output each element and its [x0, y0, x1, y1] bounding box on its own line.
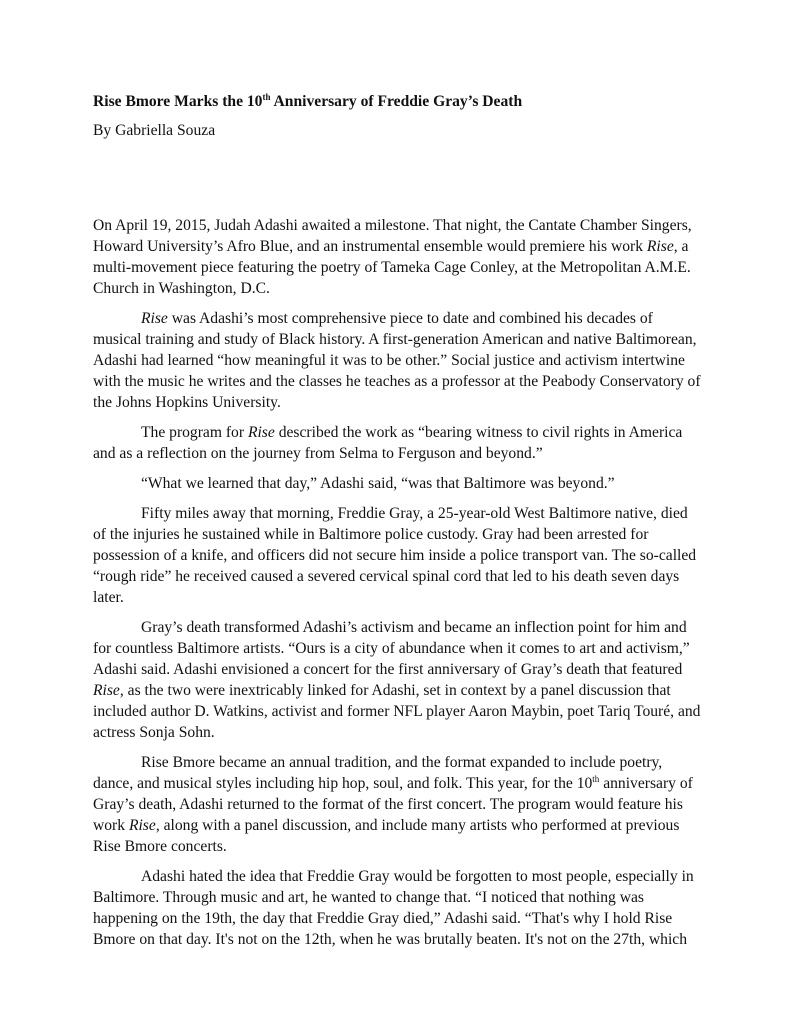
- text-line: [93, 350, 713, 371]
- text-run: Adashi hated the idea that Freddie Gray would be forgotten to most people, especially in: [141, 868, 694, 885]
- text-line: [93, 371, 713, 392]
- text-run: work: [93, 817, 129, 834]
- text-run: Rise Bmore Marks the 10: [93, 93, 263, 110]
- text-run: “What we learned that day,” Adashi said, “was that Baltimore was beyond.”: [141, 475, 615, 492]
- text-run: Adashi had learned “how meaningful it was to be other.” Social justice and activism intertwine: [93, 352, 685, 369]
- text-run: , a: [673, 238, 689, 255]
- text-line: [93, 329, 713, 350]
- paragraph: [93, 752, 713, 857]
- article-body: [93, 215, 713, 959]
- text-line: [93, 722, 713, 743]
- paragraph: [93, 617, 713, 743]
- text-run: Howard University’s Afro Blue, and an instrumental ensemble would premiere his work: [93, 238, 647, 255]
- text-run: Gray’s death, Adashi returned to the format of the first concert. The program would feature his: [93, 796, 683, 813]
- text-line: [93, 503, 713, 524]
- text-line: [93, 524, 713, 545]
- text-line: [93, 215, 713, 236]
- text-line: [93, 773, 713, 794]
- italic-text: Rise: [646, 238, 674, 255]
- paragraph: [93, 308, 713, 413]
- text-run: Gray’s death transformed Adashi’s activism and became an inflection point for him and: [141, 619, 687, 636]
- text-run: dance, and musical styles including hip hop, soul, and folk. This year, for the 10: [93, 775, 593, 792]
- text-run: Adashi said. Adashi envisioned a concert for the first anniversary of Gray’s death that featured: [93, 661, 683, 678]
- paragraph: [93, 473, 713, 494]
- text-run: the Johns Hopkins University.: [93, 394, 281, 411]
- text-run: anniversary of: [599, 775, 693, 792]
- italic-text: Rise: [128, 817, 156, 834]
- text-run: was Adashi’s most comprehensive piece to date and combined his decades of: [167, 310, 653, 327]
- text-run: Rise Bmore concerts.: [93, 838, 227, 855]
- text-line: [93, 473, 713, 494]
- text-run: and as a reflection on the journey from Selma to Ferguson and beyond.”: [93, 445, 543, 462]
- text-line: [93, 308, 713, 329]
- text-run: included author D. Watkins, activist and former NFL player Aaron Maybin, poet Tariq Touré, and: [93, 703, 701, 720]
- text-run: described the work as “bearing witness to civil rights in America: [274, 424, 683, 441]
- text-run: actress Sonja Sohn.: [93, 724, 215, 741]
- paragraph: [93, 215, 713, 299]
- text-line: [93, 752, 713, 773]
- paragraph: [93, 422, 713, 464]
- text-line: [93, 638, 713, 659]
- paragraph: [93, 503, 713, 608]
- text-run: , as the two were inextricably linked for Adashi, set in context by a panel discussion that: [119, 682, 671, 699]
- text-line: [93, 680, 713, 701]
- byline: By Gabriella Souza: [93, 122, 216, 139]
- text-run: with the music he writes and the classes he teaches as a professor at the Peabody Conservatory of: [93, 373, 701, 390]
- text-run: Anniversary of Freddie Gray’s Death: [270, 93, 523, 110]
- text-line: [93, 836, 713, 857]
- text-line: [93, 422, 713, 443]
- text-line: [93, 443, 713, 464]
- text-line: [93, 701, 713, 722]
- italic-text: Rise: [247, 424, 275, 441]
- text-run: “rough ride” he received caused a severed cervical spinal cord that led to his death seven days: [93, 568, 680, 585]
- paragraph: [93, 866, 713, 950]
- text-line: [93, 617, 713, 638]
- superscript: th: [262, 92, 271, 102]
- superscript: th: [592, 774, 600, 784]
- text-run: Fifty miles away that morning, Freddie Gray, a 25-year-old West Baltimore native, died: [141, 505, 688, 522]
- italic-text: Rise: [141, 310, 168, 327]
- italic-text: Rise: [93, 682, 120, 699]
- text-run: The program for: [141, 424, 248, 441]
- text-line: [93, 866, 713, 887]
- text-run: Church in Washington, D.C.: [93, 280, 270, 297]
- text-line: [93, 929, 713, 950]
- text-line: [93, 908, 713, 929]
- article-title: [93, 93, 522, 111]
- text-run: later.: [93, 589, 124, 606]
- text-line: [93, 794, 713, 815]
- text-line: [93, 278, 713, 299]
- text-run: for countless Baltimore artists. “Ours is a city of abundance when it comes to art and activism,”: [93, 640, 690, 657]
- text-run: , along with a panel discussion, and include many artists who performed at previous: [155, 817, 680, 834]
- text-line: [93, 815, 713, 836]
- text-run: Bmore on that day. It's not on the 12th, when he was brutally beaten. It's not on the 27th, which: [93, 931, 688, 948]
- text-run: Baltimore. Through music and art, he wanted to change that. “I noticed that nothing was: [93, 889, 644, 906]
- text-line: [93, 545, 713, 566]
- text-run: multi-movement piece featuring the poetry of Tameka Cage Conley, at the Metropolitan A.M.E.: [93, 259, 691, 276]
- text-line: [93, 566, 713, 587]
- text-run: Rise Bmore became an annual tradition, and the format expanded to include poetry,: [141, 754, 663, 771]
- text-line: [93, 392, 713, 413]
- text-run: On April 19, 2015, Judah Adashi awaited a milestone. That night, the Cantate Chamber Singers,: [93, 217, 692, 234]
- text-line: [93, 236, 713, 257]
- text-run: musical training and study of Black history. A first-generation American and native Baltimorean,: [93, 331, 697, 348]
- text-line: [93, 887, 713, 908]
- text-run: possession of a knife, and officers did not secure him inside a police transport van. The so-called: [93, 547, 697, 564]
- text-line: [93, 659, 713, 680]
- text-run: of the injuries he sustained while in Baltimore police custody. Gray had been arrested for: [93, 526, 649, 543]
- text-run: happening on the 19th, the day that Freddie Gray died,” Adashi said. “That's why I hold Rise: [93, 910, 673, 927]
- text-line: [93, 257, 713, 278]
- text-line: [93, 587, 713, 608]
